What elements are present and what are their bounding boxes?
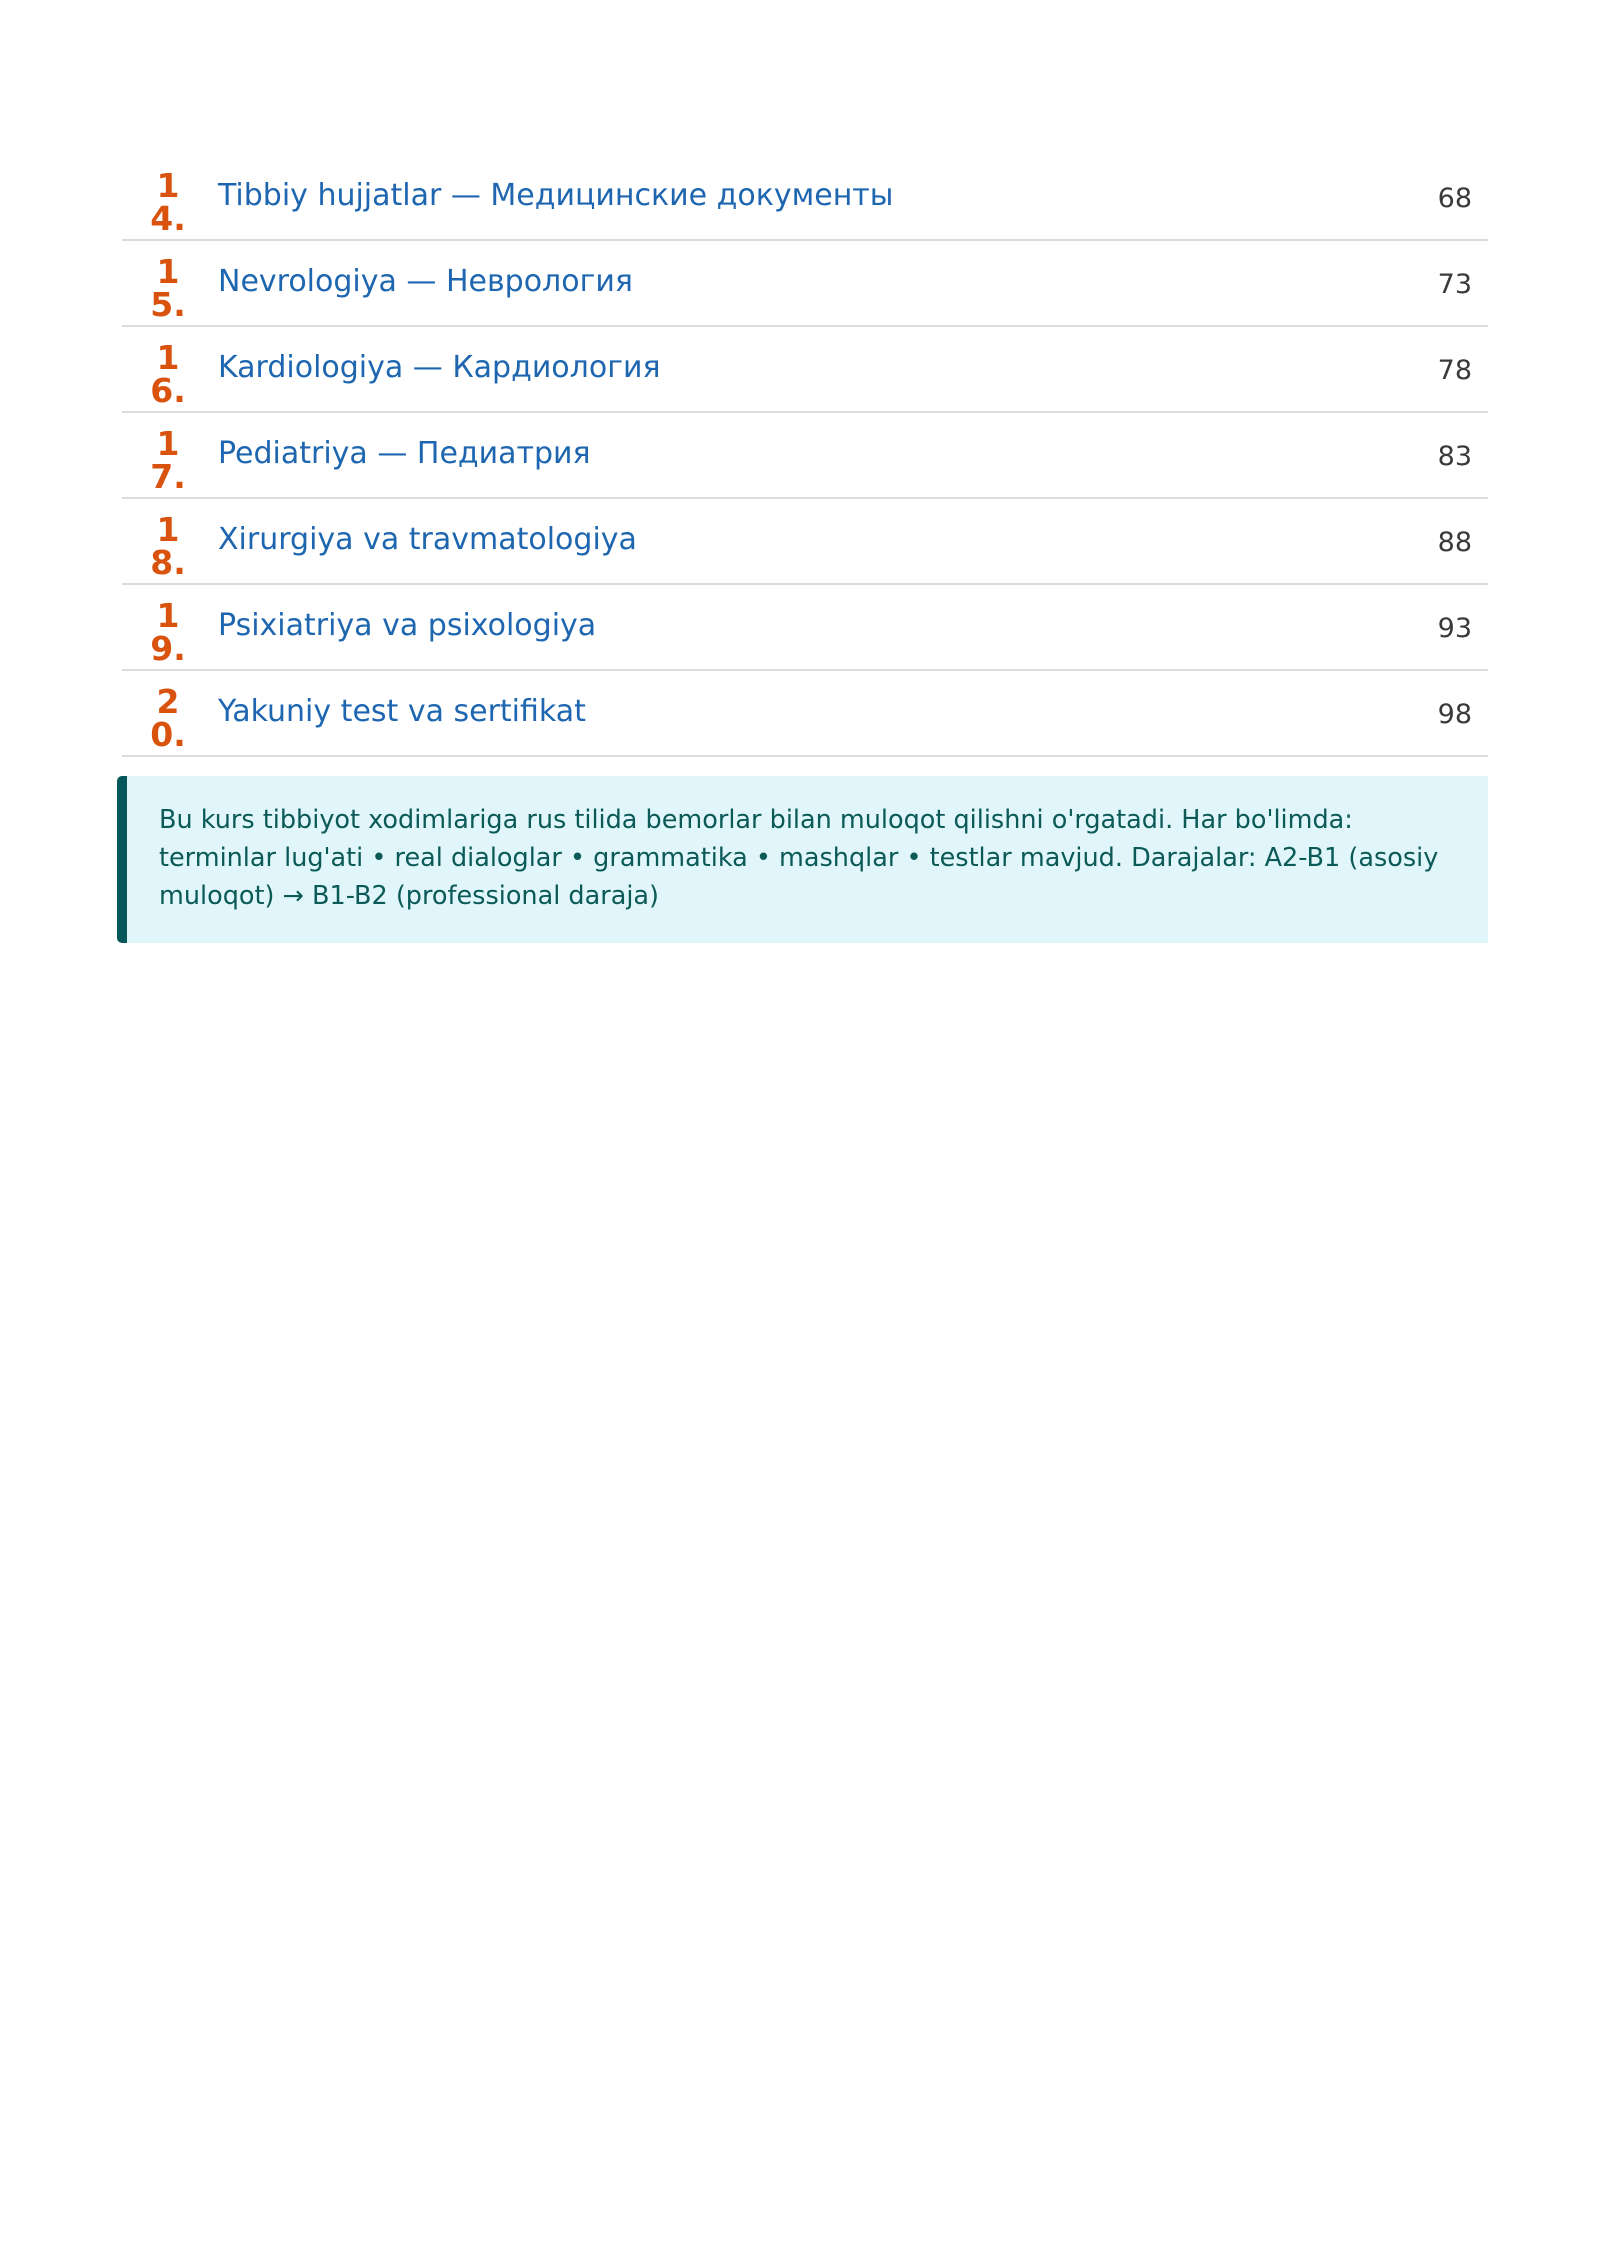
course-info-note [117, 776, 1488, 943]
toc-item-page: 88 [1437, 527, 1472, 558]
toc-row[interactable] [122, 155, 1488, 241]
toc-row[interactable] [122, 671, 1488, 757]
toc-item-page: 93 [1437, 613, 1472, 644]
toc-item-page: 73 [1437, 269, 1472, 300]
toc-item-title[interactable]: Yakuniy test va sertifikat [218, 694, 586, 729]
toc-item-number: 2 0. [150, 682, 186, 754]
toc-item-title[interactable]: Psixiatriya va psixologiya [218, 608, 597, 643]
toc-item-title[interactable]: Pediatriya — Педиатрия [218, 436, 591, 471]
toc-item-number: 1 8. [150, 510, 186, 582]
toc-item-title[interactable]: Xirurgiya va travmatologiya [218, 522, 637, 557]
toc-item-page: 78 [1437, 355, 1472, 386]
toc-row[interactable] [122, 413, 1488, 499]
toc-row[interactable] [122, 241, 1488, 327]
toc-item-title[interactable]: Kardiologiya — Кардиология [218, 350, 661, 385]
table-of-contents [122, 155, 1488, 757]
toc-item-number: 1 5. [150, 252, 186, 324]
toc-item-number: 1 4. [150, 166, 186, 238]
toc-row[interactable] [122, 327, 1488, 413]
toc-item-page: 98 [1437, 699, 1472, 730]
toc-item-page: 83 [1437, 441, 1472, 472]
toc-item-number: 1 9. [150, 596, 186, 668]
course-info-text: Bu kurs tibbiyot xodimlariga rus tilida bemorlar bilan muloqot qilishni o'rgatadi. Har bo'limda: terminlar lug'ati • real dialoglar • grammatika • mashqlar • testlar mavjud. Darajalar: A2-B1 (asosiy muloqot) → B1-B2 (professional daraja) [159, 805, 1439, 911]
toc-item-title[interactable]: Nevrologiya — Неврология [218, 264, 633, 299]
toc-item-number: 1 6. [150, 338, 186, 410]
toc-row[interactable] [122, 585, 1488, 671]
toc-item-title[interactable]: Tibbiy hujjatlar — Медицинские документы [218, 178, 894, 213]
toc-item-page: 68 [1437, 183, 1472, 214]
toc-row[interactable] [122, 499, 1488, 585]
toc-item-number: 1 7. [150, 424, 186, 496]
